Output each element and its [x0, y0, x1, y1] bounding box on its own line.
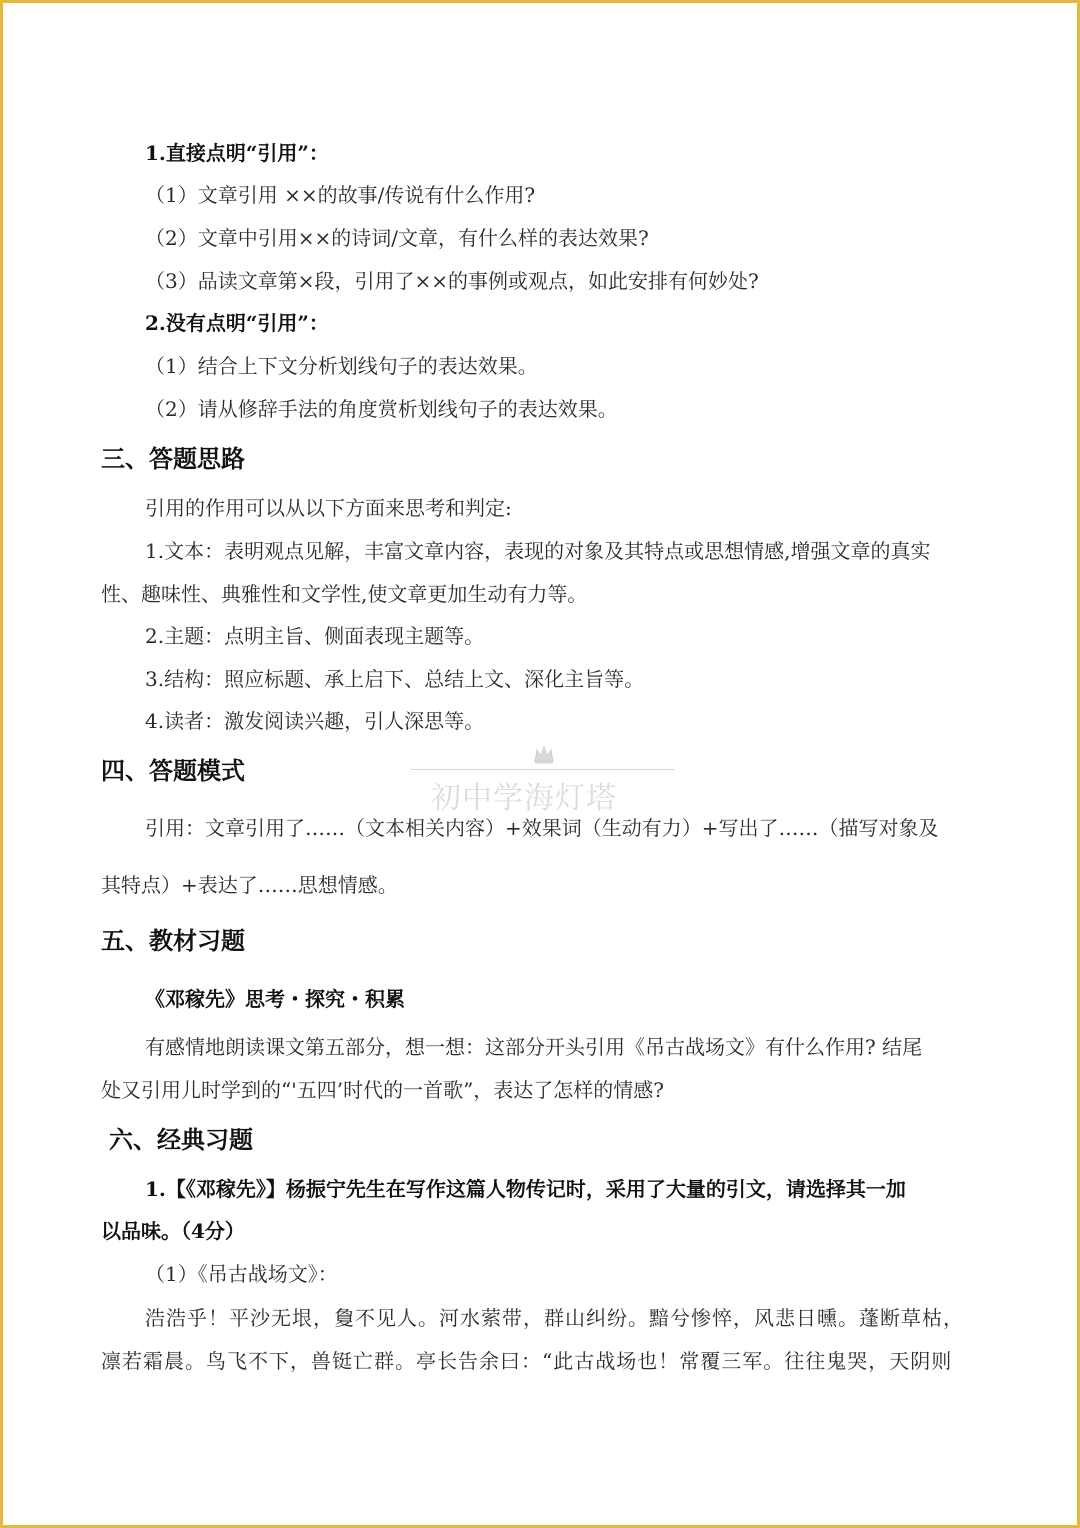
- watermark-text: 初中学海灯塔: [431, 781, 617, 816]
- exercise-question: 以品味。（4分）: [101, 1219, 245, 1243]
- question-item: （1）结合上下文分析划线句子的表达效果。: [145, 354, 538, 378]
- question-item: （2）文章中引用××的诗词/文章，有什么样的表达效果?: [145, 226, 649, 250]
- watermark-rule: [411, 769, 675, 770]
- paragraph-line: 其特点）+表达了……思想情感。: [101, 873, 398, 897]
- paragraph-line: 有感情地朗读课文第五部分，想一想：这部分开头引用《吊古战场文》有什么作用? 结尾: [145, 1035, 923, 1059]
- quoted-passage-line: 凛若霜晨。鸟飞不下，兽铤亡群。亭长告余曰：“此古战场也！常覆三军。往往鬼哭，天阴则: [101, 1349, 953, 1373]
- watermark: [411, 745, 675, 825]
- question-item: （1）文章引用 ××的故事/传说有什么作用?: [145, 183, 536, 207]
- sub-heading-direct-citation: 1.直接点明“引用”：: [145, 141, 329, 165]
- section-heading-textbook-exercises: 五、教材习题: [101, 926, 245, 955]
- question-item: （3）品读文章第×段，引用了××的事例或观点，如此安排有何妙处?: [145, 269, 759, 293]
- paragraph-line: 性、趣味性、典雅性和文学性,使文章更加生动有力等。: [101, 582, 588, 606]
- exercise-subtitle: 《邓稼先》思考・探究・积累: [145, 987, 405, 1011]
- paragraph-line: 引用：文章引用了……（文本相关内容）+效果词（生动有力）+写出了……（描写对象及: [145, 816, 939, 840]
- exercise-subitem: （1）《吊古战场文》：: [145, 1262, 338, 1286]
- section-heading-classic-exercises: 六、经典习题: [109, 1125, 253, 1154]
- quoted-passage-line: 浩浩乎！平沙无垠，敻不见人。河水萦带，群山纠纷。黯兮惨悴，风悲日曛。蓬断草枯，: [145, 1306, 964, 1330]
- paragraph-line: 引用的作用可以从以下方面来思考和判定:: [145, 496, 512, 520]
- exercise-question: 1.【《邓稼先》】杨振宁先生在写作这篇人物传记时，采用了大量的引文，请选择其一加: [145, 1177, 906, 1201]
- paragraph-line: 2.主题：点明主旨、侧面表现主题等。: [145, 624, 485, 648]
- section-heading-answer-approach: 三、答题思路: [101, 444, 245, 473]
- paragraph-line: 处又引用儿时学到的“'五四’时代的一首歌”，表达了怎样的情感?: [101, 1078, 665, 1102]
- paragraph-line: 3.结构：照应标题、承上启下、总结上文、深化主旨等。: [145, 667, 645, 691]
- section-heading-answer-template: 四、答题模式: [101, 756, 245, 785]
- paragraph-line: 1.文本：表明观点见解，丰富文章内容，表现的对象及其特点或思想情感,增强文章的真实: [145, 539, 931, 563]
- crown-icon: [533, 745, 555, 765]
- paragraph-line: 4.读者：激发阅读兴趣，引人深思等。: [145, 709, 485, 733]
- question-item: （2）请从修辞手法的角度赏析划线句子的表达效果。: [145, 397, 618, 421]
- sub-heading-indirect-citation: 2.没有点明“引用”：: [145, 311, 329, 335]
